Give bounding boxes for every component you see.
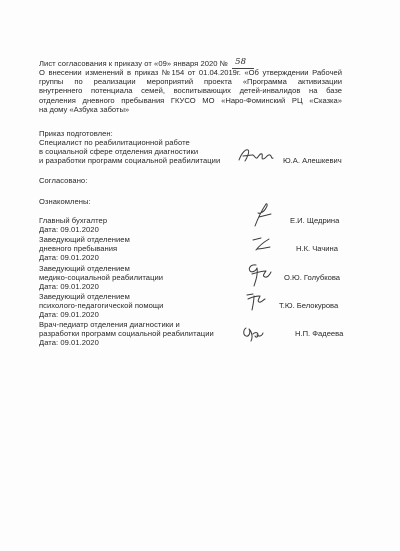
signer-position-line: Заведующий отделением bbox=[39, 235, 130, 244]
signer-name: Н.П. Фадеева bbox=[295, 329, 344, 338]
subject-line: группы по реализации мероприятий проекта «Программа активизации bbox=[39, 77, 342, 87]
signer-date: Дата: 09.01.2020 bbox=[39, 310, 99, 319]
signer-name: Н.К. Чачина bbox=[296, 244, 338, 253]
signature-fadeeva bbox=[240, 324, 266, 344]
title-text: Лист согласования к приказу от «09» января 2020 № bbox=[39, 59, 228, 68]
order-number: 58 bbox=[235, 57, 247, 67]
signer-position-line: медико-социальной реабилитации bbox=[39, 273, 164, 282]
prepared-name: Ю.А. Алешкевич bbox=[283, 156, 342, 165]
signer-name: О.Ю. Голубкова bbox=[284, 273, 341, 282]
order-subject-paragraph bbox=[39, 68, 342, 114]
signer-position-line: дневного пребывания bbox=[39, 244, 118, 253]
signer-position-line: Заведующий отделением bbox=[39, 264, 130, 273]
signature-belokurova bbox=[244, 290, 268, 314]
prepared-position-line: и разработки программ социальной реабилитации bbox=[39, 156, 221, 165]
prepared-position-line: Специалист по реабилитационной работе bbox=[39, 138, 190, 147]
subject-line: О внесении изменений в приказ №154 от 01.04.2019г. «Об утверждении Рабочей bbox=[39, 68, 342, 77]
subject-line: на дому «Азбука заботы» bbox=[39, 104, 130, 114]
signature-shchedrina bbox=[250, 200, 276, 230]
signature-aleshkevich bbox=[236, 146, 276, 166]
signer-position-line: разработки программ социальной реабилитации bbox=[39, 329, 214, 338]
signer-name: Т.Ю. Белокурова bbox=[279, 301, 339, 310]
signature-chachina bbox=[250, 234, 274, 254]
agreed-label: Согласовано: bbox=[39, 176, 88, 185]
signer-position-line: Врач-педиатр отделения диагностики и bbox=[39, 320, 180, 329]
acquainted-label: Ознакомлены: bbox=[39, 197, 91, 206]
signer-date: Дата: 09.01.2020 bbox=[39, 225, 99, 234]
signer-date: Дата: 09.01.2020 bbox=[39, 253, 99, 262]
signer-name: Е.И. Щедрина bbox=[290, 216, 340, 225]
prepared-label: Приказ подготовлен: bbox=[39, 129, 113, 138]
signer-date: Дата: 09.01.2020 bbox=[39, 338, 99, 347]
subject-line: внутреннего потенциала семей, воспитывающих детей-инвалидов на базе bbox=[39, 86, 342, 96]
signer-date: Дата: 09.01.2020 bbox=[39, 282, 99, 291]
prepared-position-line: в социальной сфере отделения диагностики bbox=[39, 147, 199, 156]
subject-line: отделения дневного пребывания ГКУСО МО «Наро-Фоминский РЦ «Сказка» bbox=[39, 95, 342, 105]
signer-position-line: Главный бухгалтер bbox=[39, 216, 108, 225]
signer-position-line: психолого-педагогической помощи bbox=[39, 301, 164, 310]
signer-position-line: Заведующий отделением bbox=[39, 292, 130, 301]
signature-golubkova bbox=[244, 260, 274, 290]
